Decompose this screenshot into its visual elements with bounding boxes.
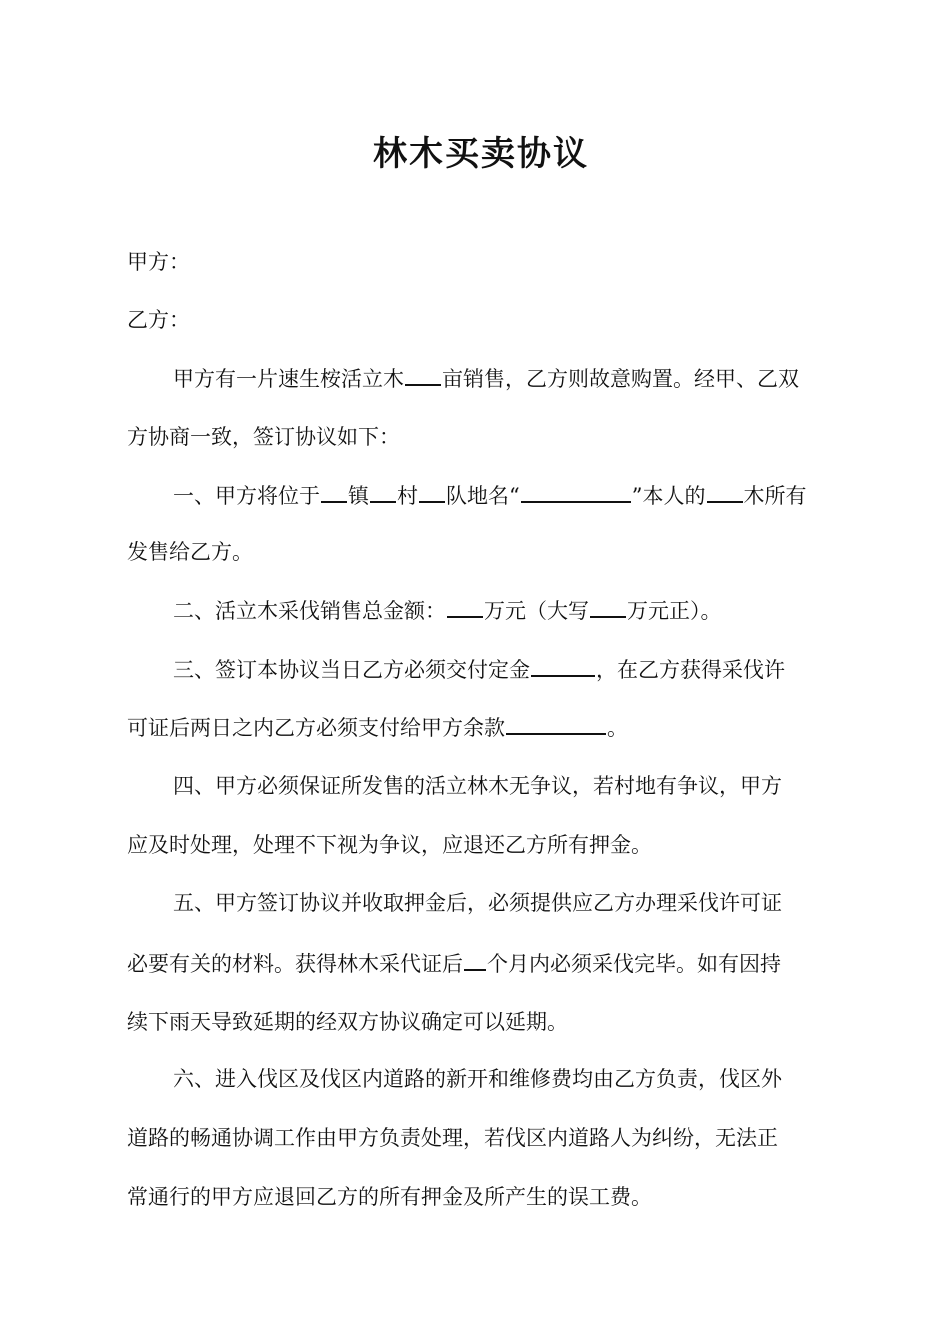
clause-1-text-d: 队地名“	[446, 484, 520, 508]
intro-line-2: 方协商一致，签订协议如下：	[127, 425, 400, 449]
clause-3-text-c: 可证后两日之内乙方必须支付给甲方余款	[127, 716, 505, 740]
clause-5-text-b: 个月内必须采伐完毕。如有因持	[487, 952, 781, 976]
clause-1-text-b: 镇	[348, 484, 369, 508]
amount-uppercase-blank	[590, 594, 626, 618]
clause-5-line-1: 五、甲方签订协议并收取押金后，必须提供应乙方办理采伐许可证	[173, 891, 782, 915]
intro-line-1	[173, 362, 893, 394]
clause-3-text-d: 。	[607, 716, 628, 740]
clause-3-text-b: ，在乙方获得采伐许	[596, 658, 785, 682]
party-b-label: 乙方：	[127, 308, 190, 332]
clause-1-text-c: 村	[397, 484, 418, 508]
clause-6-line-1: 六、进入伐区及伐区内道路的新开和维修费均由乙方负责，伐区外	[173, 1067, 782, 1091]
party-a-label: 甲方：	[127, 250, 190, 274]
clause-2-text-b: 万元（大写	[484, 599, 589, 623]
clause-2-text-a: 二、活立木采伐销售总金额：	[173, 599, 446, 623]
months-blank	[464, 947, 486, 971]
intro-text-a: 甲方有一片速生桉活立木	[173, 367, 404, 391]
clause-6-line-3: 常通行的甲方应退回乙方的所有押金及所产生的误工费。	[127, 1185, 652, 1209]
team-blank	[419, 479, 445, 503]
village-blank	[370, 479, 396, 503]
place-name-blank	[521, 479, 631, 503]
clause-2-text-c: 万元正）。	[627, 599, 722, 623]
town-blank	[321, 479, 347, 503]
area-blank	[405, 362, 441, 386]
clause-1-text-a: 一、甲方将位于	[173, 484, 320, 508]
document-title: 林木买卖协议	[373, 134, 589, 174]
clause-5-text-a: 必要有关的材料。获得林木采代证后	[127, 952, 463, 976]
clause-1-line-1	[173, 479, 893, 511]
intro-text-b: 亩销售，乙方则故意购置。经甲、乙双	[442, 367, 799, 391]
total-amount-blank	[447, 594, 483, 618]
clause-2-line-1	[173, 594, 893, 626]
clause-3-line-2	[127, 711, 847, 743]
clause-1-text-e: ”本人的	[631, 484, 706, 508]
clause-4-line-1: 四、甲方必须保证所发售的活立林木无争议，若村地有争议，甲方	[173, 774, 782, 798]
clause-3-line-1	[173, 653, 893, 685]
balance-blank	[506, 711, 606, 735]
clause-1-text-f: 木所有	[743, 484, 807, 508]
tree-type-blank	[707, 479, 743, 503]
deposit-blank	[531, 653, 595, 677]
clause-5-line-3: 续下雨天导致延期的经双方协议确定可以延期。	[127, 1010, 568, 1034]
clause-6-line-2: 道路的畅通协调工作由甲方负责处理，若伐区内道路人为纠纷，无法正	[127, 1126, 778, 1150]
clause-3-text-a: 三、签订本协议当日乙方必须交付定金	[173, 658, 530, 682]
clause-4-line-2: 应及时处理，处理不下视为争议，应退还乙方所有押金。	[127, 833, 652, 857]
clause-5-line-2	[127, 947, 847, 979]
clause-1-line-2: 发售给乙方。	[127, 540, 253, 564]
